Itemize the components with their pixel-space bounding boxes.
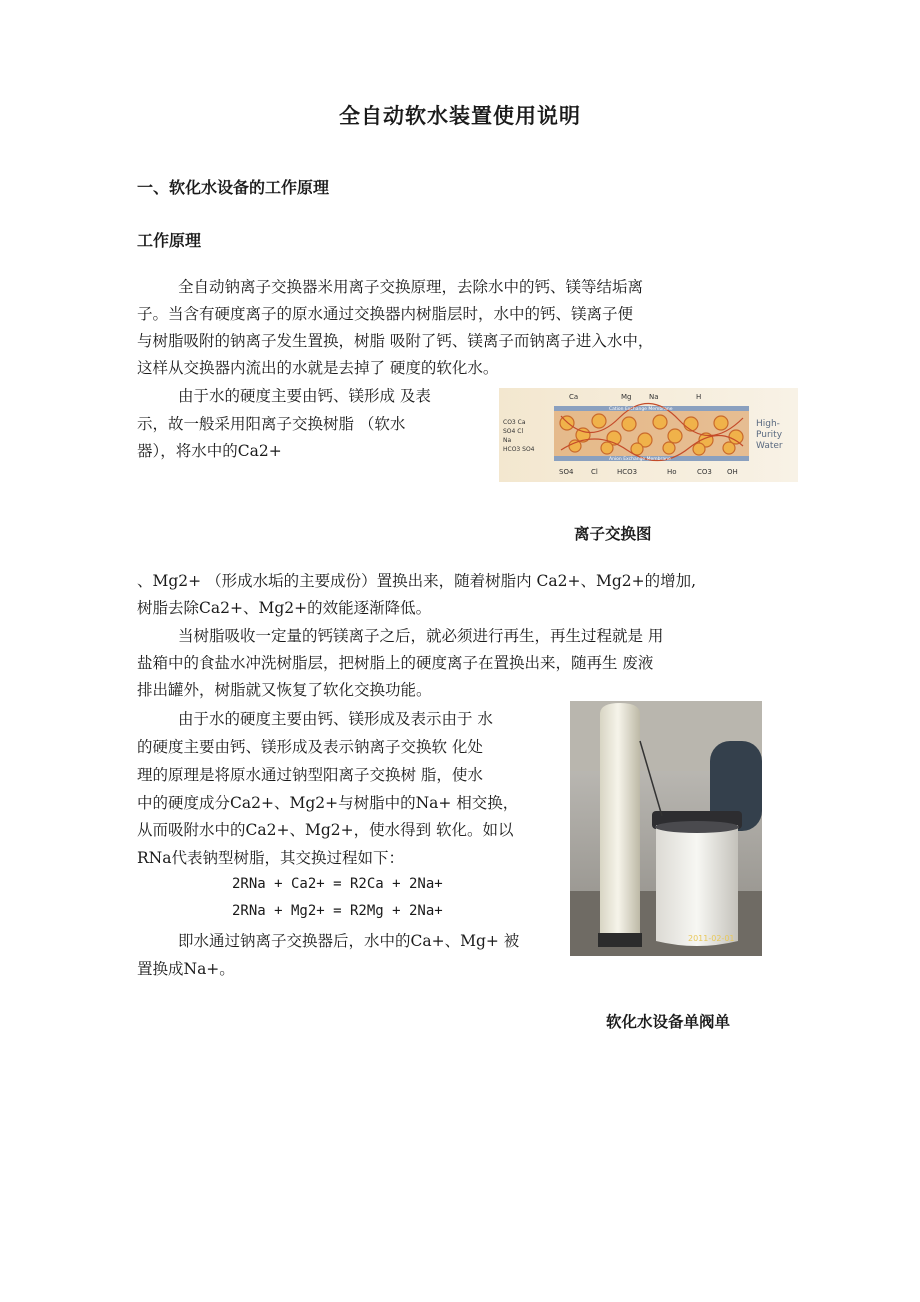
top-ion-label: Ca (569, 393, 579, 401)
page-title: 全自动软水装置使用说明 (339, 104, 581, 128)
paragraph-line: 树脂去除Ca2+、Mg2+的效能逐渐降低。 (137, 599, 432, 617)
membrane-label: Anion Exchange Membrane (609, 457, 671, 462)
section-heading: 一、软化水设备的工作原理 (137, 178, 330, 197)
reaction-formula: 2RNa + Ca2+ = R2Ca + 2Na+ (232, 876, 443, 892)
ion-exchange-diagram (499, 388, 798, 482)
paragraph-line: 盐箱中的食盐水冲洗树脂层，把树脂上的硬度离子在置换出来，随再生 废液 (137, 654, 654, 672)
paragraph-line: 这样从交换器内流出的水就是去掉了 硬度的软化水。 (137, 359, 499, 377)
figure-caption: 软化水设备单阀单 (606, 1013, 731, 1031)
paragraph-line: 当树脂吸收一定量的钙镁离子之后，就必须进行再生，再生过程就是 用 (178, 627, 664, 645)
reaction-formula: 2RNa + Mg2+ = R2Mg + 2Na+ (232, 903, 443, 919)
left-ion-label: SO4 Cl (503, 428, 524, 435)
paragraph-line: 由于水的硬度主要由钙、镁形成及表示由于 水 (178, 710, 493, 728)
paragraph-line: 器），将水中的Ca2+ (137, 442, 282, 460)
softener-illustration (570, 701, 762, 956)
output-label: Purity (756, 430, 783, 440)
paragraph-line: 的硬度主要由钙、镁形成及表示钠离子交换软 化处 (137, 738, 483, 756)
paragraph-line: 置换成Na+。 (137, 960, 235, 978)
paragraph-line: 示，故一般采用阳离子交换树脂 （软水 (137, 415, 406, 433)
paragraph-line: 中的硬度成分Ca2+、Mg2+与树脂中的Na+ 相交换， (137, 794, 519, 812)
paragraph-line: 即水通过钠离子交换器后，水中的Ca+、Mg+ 被 (178, 932, 520, 950)
bottom-ion-label: SO4 (559, 468, 574, 476)
paragraph-line: RNa代表钠型树脂，其交换过程如下： (137, 849, 404, 867)
top-ion-label: Na (649, 393, 659, 401)
bottom-ion-label: Cl (591, 468, 598, 476)
bottom-ion-label: Ho (667, 468, 677, 476)
subsection-heading: 工作原理 (137, 231, 202, 250)
bottom-ion-label: HCO3 (617, 468, 638, 476)
paragraph-line: 理的原理是将原水通过钠型阳离子交换树 脂，使水 (137, 766, 483, 784)
membrane-label: Cation Exchange Membrane (609, 407, 673, 412)
top-ion-label: H (696, 393, 702, 401)
top-ion-label: Mg (621, 393, 632, 401)
photo-date-stamp: 2011-02-01 (688, 934, 735, 943)
left-ion-label: CO3 Ca (503, 419, 526, 426)
paragraph-line: 与树脂吸附的钠离子发生置换，树脂 吸附了钙、镁离子而钠离子进入水中， (137, 332, 654, 350)
paragraph-line: 子。当含有硬度离子的原水通过交换器内树脂层时，水中的钙、镁离子便 (137, 305, 634, 323)
paragraph-line: 排出罐外，树脂就又恢复了软化交换功能。 (137, 681, 432, 699)
figure-caption: 离子交换图 (574, 525, 652, 543)
paragraph-line: 从而吸附水中的Ca2+、Mg2+，使水得到 软化。如以 (137, 821, 514, 839)
softener-photo (570, 701, 762, 956)
left-ion-label: Na (503, 437, 512, 444)
ion-exchange-figure (499, 388, 798, 482)
bottom-ion-label: OH (727, 468, 738, 476)
left-ion-label: HCO3 SO4 (503, 446, 535, 453)
output-label: Water (756, 441, 783, 451)
output-label: High- (756, 419, 780, 429)
bottom-ion-label: CO3 (697, 468, 712, 476)
paragraph-line: 全自动钠离子交换器米用离子交换原理，去除水中的钙、镁等结垢离 (178, 278, 644, 296)
paragraph-line: 、Mg2+ （形成水垢的主要成份）置换出来，随着树脂内 Ca2+、Mg2+的增加, (137, 572, 697, 590)
paragraph-line: 由于水的硬度主要由钙、镁形成 及表 (178, 387, 431, 405)
